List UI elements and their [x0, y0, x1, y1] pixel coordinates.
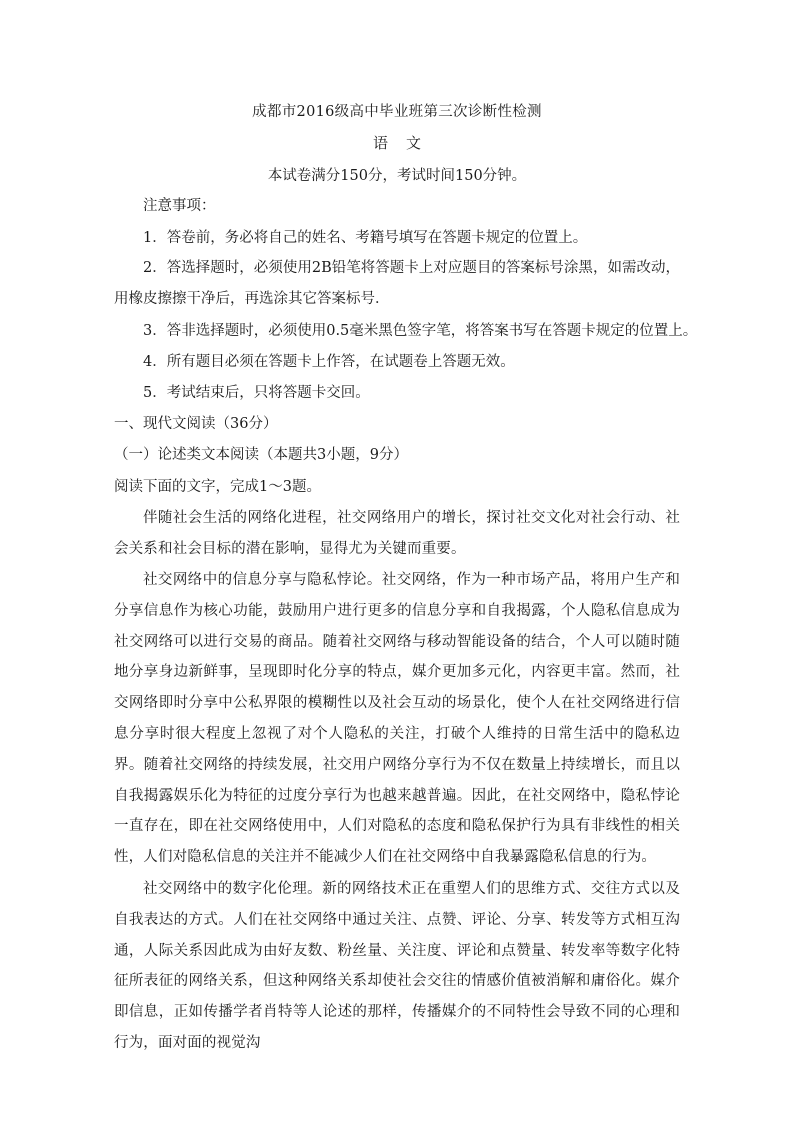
exam-title: 成都市2016级高中毕业班第三次诊断性检测: [252, 104, 542, 120]
passage-paragraph-3: 社交网络中的数字化伦理。新的网络技术正在重塑人们的思维方式、交往方式以及自我表达的方式。人们在社交网络中通过关注、点赞、评论、分享、转发等方式相互沟通，人际关系因此成为由好友数、粉丝量、关注度、评论和点赞量、转发率等数字化特征所表征的网络关系，但这种网络关系却使社会交往的情感价值被消解和庸俗化。媒介即信息，正如传播学者肖特等人论述的那样，传播媒介的不同特性会导致不同的心理和行为，面对面的视觉沟: [114, 881, 680, 1051]
note-item-1: 1．答卷前，务必将自己的姓名、考籍号填写在答题卡规定的位置上。: [143, 230, 588, 246]
subject-title: [0, 132, 794, 153]
reading-instruction: 阅读下面的文字，完成1～3题。: [114, 479, 321, 495]
notes-heading: 注意事项：: [143, 198, 216, 214]
note-item-4: 4．所有题目必须在答题卡上作答，在试题卷上答题无效。: [143, 354, 515, 370]
section-heading: 一、现代文阅读（36分）: [114, 416, 278, 432]
subject-char-2: 文: [406, 134, 422, 152]
note-item-5: 5．考试结束后，只将答题卡交回。: [143, 385, 370, 401]
score-time-line: 本试卷满分150分，考试时间150分钟。: [267, 168, 527, 184]
note-item-3: 3．答非选择题时，必须使用0.5毫米黑色签字笔，将答案书写在答题卡规定的位置上。: [143, 323, 698, 339]
passage-paragraph-1: 伴随社会生活的网络化进程，社交网络用户的增长，探讨社交文化对社会行动、社会关系和社会目标的潜在影响，显得尤为关键而重要。: [114, 510, 680, 557]
note-item-2: 2．答选择题时，必须使用2B铅笔将答题卡上对应题目的答案标号涂黑，如需改动，用橡皮擦擦干净后，再选涂其它答案标号．: [114, 260, 680, 307]
subject-char-1: 语: [372, 134, 388, 152]
passage-paragraph-2: 社交网络中的信息分享与隐私悖论。社交网络，作为一种市场产品，将用户生产和分享信息作为核心功能，鼓励用户进行更多的信息分享和自我揭露，个人隐私信息成为社交网络可以进行交易的商品。随着社交网络与移动智能设备的结合，个人可以随时随地分享身边新鲜事，呈现即时化分享的特点，媒介更加多元化，内容更丰富。然而，社交网络即时分享中公私界限的模糊性以及社会互动的场景化，使个人在社交网络进行信息分享时很大程度上忽视了对个人隐私的关注，打破个人维持的日常生活中的隐私边界。随着社交网络的持续发展，社交用户网络分享行为不仅在数量上持续增长，而且以自我揭露娱乐化为特征的过度分享行为也越来越普遍。因此，在社交网络中，隐私悖论一直存在，即在社交网络使用中，人们对隐私的态度和隐私保护行为具有非线性的相关性，人们对隐私信息的关注并不能减少人们在社交网络中自我暴露隐私信息的行为。: [114, 572, 680, 866]
section-subheading: （一）论述类文本阅读（本题共3小题，9分）: [114, 447, 408, 463]
